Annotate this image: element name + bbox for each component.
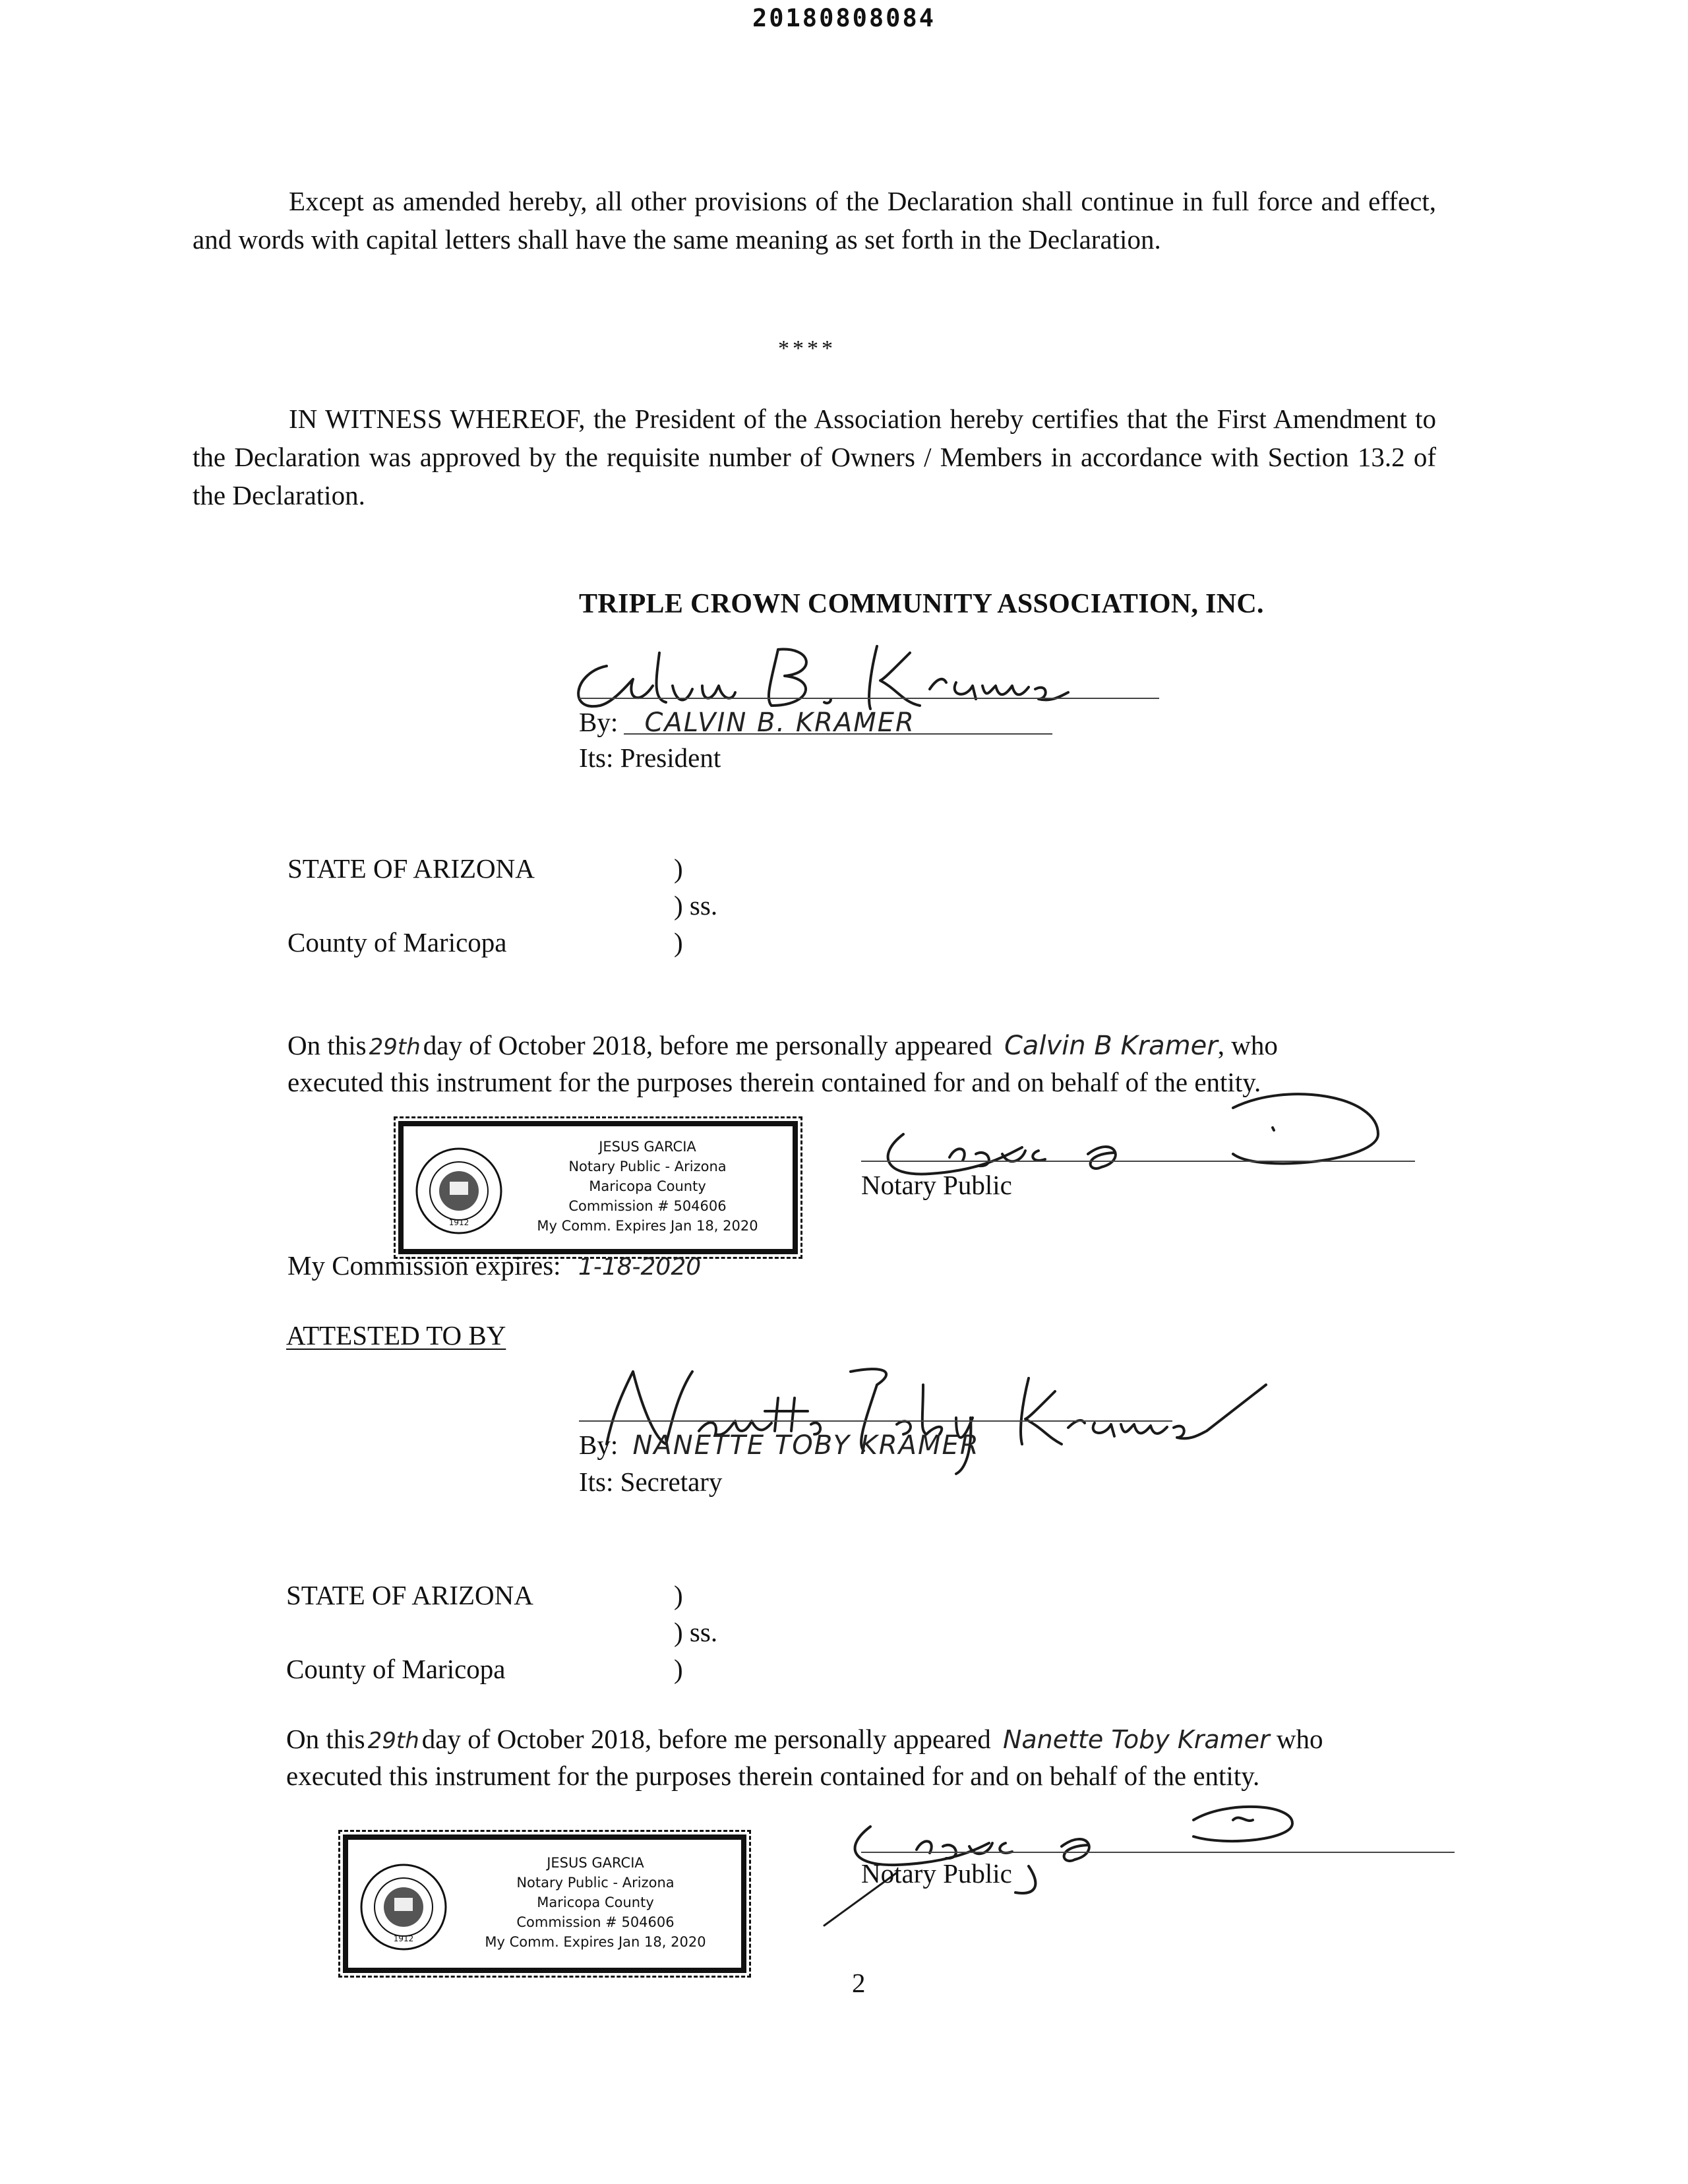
venue2-state: STATE OF ARIZONA <box>286 1580 533 1610</box>
seal1-commission: Commission # 504606 <box>568 1198 727 1214</box>
seal1-notary-name: JESUS GARCIA <box>599 1139 696 1155</box>
venue1-paren-bottom: ) <box>674 927 683 957</box>
president-signature-line <box>579 698 1159 699</box>
venue2-county: County of Maricopa <box>286 1654 506 1684</box>
svg-text:1912: 1912 <box>448 1218 469 1227</box>
ack2-line1 <box>286 1720 1532 1760</box>
ack1-line1 <box>287 1026 1534 1066</box>
ack2-appeared-name: Nanette Toby Kramer <box>1002 1725 1270 1754</box>
president-printed-name: CALVIN B. KRAMER <box>644 708 915 738</box>
president-by-line <box>579 703 915 742</box>
venue1-county: County of Maricopa <box>287 927 507 957</box>
venue2-paren-top: ) <box>674 1580 683 1610</box>
notary2-signature <box>818 1774 1451 1932</box>
seal2-expires: My Comm. Expires Jan 18, 2020 <box>485 1934 706 1950</box>
ack1-text: day of October 2018, before me personally appeared <box>423 1030 992 1060</box>
witness-paragraph-text: IN WITNESS WHEREOF, the President of the Association hereby certifies that the First Amendment to the Declaration was approved by the requisite number of Owners / Members in accordance with Section 13.2 of the Declaration. <box>193 404 1436 510</box>
record-number: 20180808084 <box>752 4 936 32</box>
section-separator: **** <box>778 336 836 361</box>
president-name-line <box>624 733 1052 735</box>
seal1-notary-title: Notary Public - Arizona <box>568 1159 727 1174</box>
seal2-commission: Commission # 504606 <box>516 1914 675 1930</box>
notary1-commission-label: My Commission expires: <box>287 1250 561 1281</box>
ack1-on-this: On this <box>287 1030 367 1060</box>
attest-heading: ATTESTED TO BY <box>286 1320 506 1350</box>
by-label: By: <box>579 707 618 737</box>
ack2-day: 29th <box>367 1728 419 1754</box>
notary1-signature-line <box>861 1161 1415 1162</box>
seal2-text <box>454 1853 737 1952</box>
seal2-county: Maricopa County <box>537 1895 654 1910</box>
secretary-title: Its: Secretary <box>579 1467 723 1497</box>
svg-text:1912: 1912 <box>393 1934 414 1943</box>
association-name: TRIPLE CROWN COMMUNITY ASSOCIATION, INC. <box>579 589 1264 619</box>
amendment-paragraph-text: Except as amended hereby, all other provisions of the Declaration shall continue in full force and effect, and words with capital letters shall have the same meaning as set forth in the Declaration. <box>193 186 1436 255</box>
secretary-signature-line <box>579 1420 1172 1422</box>
seal1-county: Maricopa County <box>589 1178 706 1194</box>
page-number: 2 <box>852 1968 866 1998</box>
secretary-printed-name: NANETTE TOBY KRAMER <box>632 1430 980 1461</box>
witness-paragraph <box>193 400 1436 514</box>
ack1-appeared-name: Calvin B Kramer <box>1004 1031 1218 1061</box>
notary-seal-2 <box>343 1835 746 1973</box>
state-seal-icon <box>357 1861 450 1953</box>
seal1-text <box>509 1137 786 1236</box>
ack1-line2: executed this instrument for the purposes therein contained for and on behalf of the entity. <box>287 1067 1261 1097</box>
ack1-who: , who <box>1217 1030 1278 1060</box>
ack1-day: 29th <box>369 1034 421 1060</box>
notary1-commission-line <box>287 1246 701 1287</box>
ack2-line2: executed this instrument for the purposes therein contained for and on behalf of the entity. <box>286 1761 1260 1791</box>
venue2-paren-bottom: ) <box>674 1654 683 1684</box>
notary1-commission-date: 1-18-2020 <box>578 1254 702 1281</box>
amendment-paragraph <box>193 182 1436 258</box>
ack2-text: day of October 2018, before me personally appeared <box>421 1724 991 1754</box>
seal1-expires: My Comm. Expires Jan 18, 2020 <box>537 1218 758 1234</box>
ack2-who: who <box>1276 1724 1323 1754</box>
notary1-label: Notary Public <box>861 1170 1012 1200</box>
secretary-by-line <box>579 1426 980 1465</box>
venue2-ss: ) ss. <box>674 1617 718 1647</box>
by-label-secretary: By: <box>579 1430 618 1460</box>
ack2-on-this: On this <box>286 1724 365 1754</box>
venue1-state: STATE OF ARIZONA <box>287 853 535 884</box>
venue1-ss: ) ss. <box>674 890 718 921</box>
notary2-signature-line <box>861 1852 1455 1853</box>
seal2-notary-title: Notary Public - Arizona <box>516 1875 675 1891</box>
venue1-paren-top: ) <box>674 853 683 884</box>
notary2-label: Notary Public <box>861 1858 1012 1889</box>
notary-seal-1 <box>398 1121 798 1254</box>
president-title: Its: President <box>579 743 721 773</box>
seal2-notary-name: JESUS GARCIA <box>547 1855 644 1871</box>
state-seal-icon <box>413 1145 505 1237</box>
